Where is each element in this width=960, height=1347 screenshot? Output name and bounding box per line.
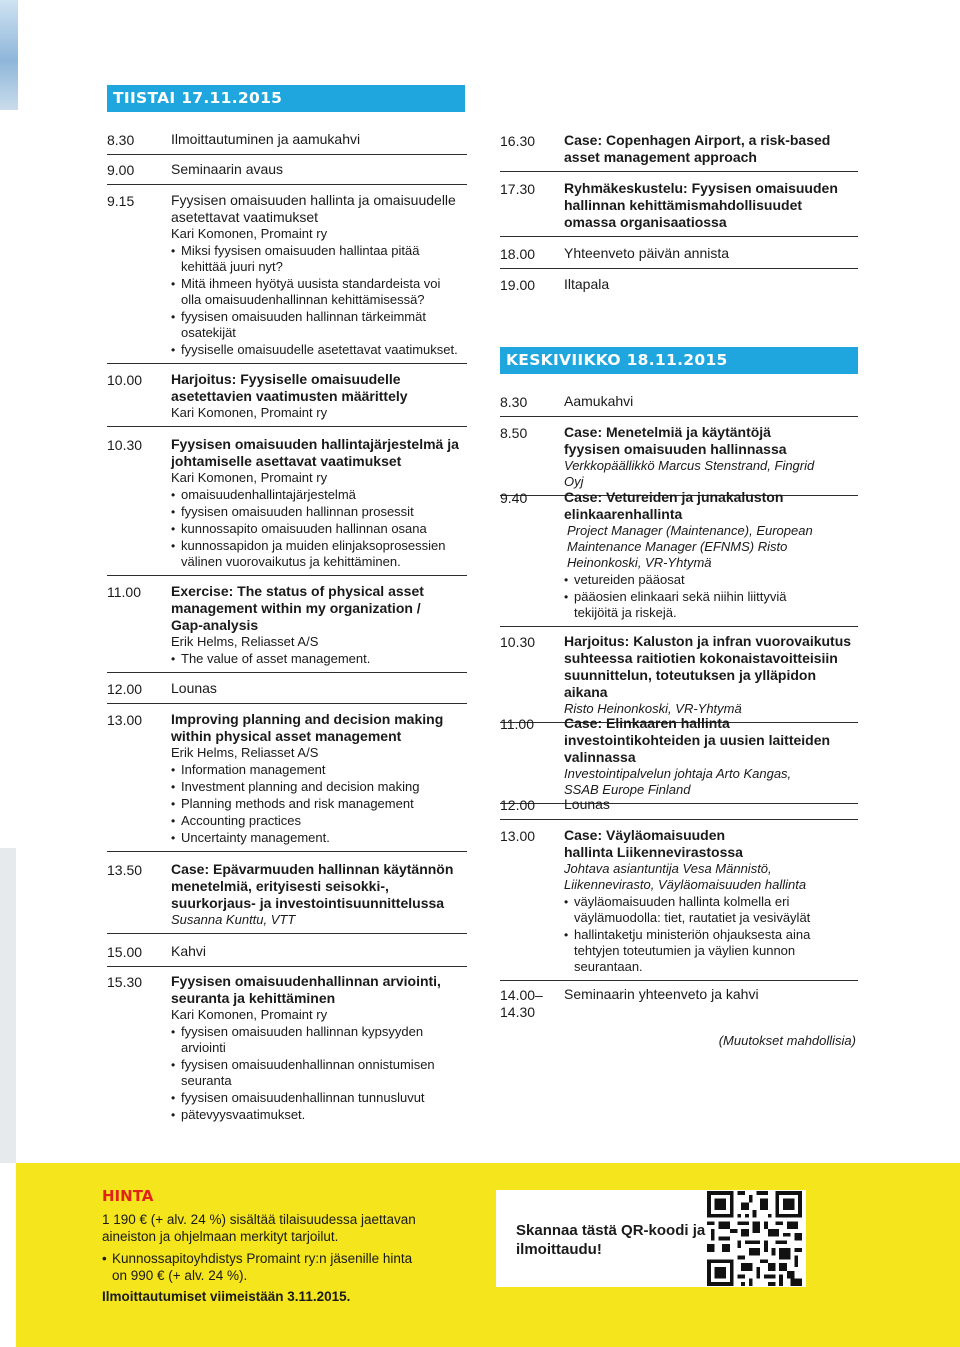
schedule-entry bbox=[107, 161, 467, 185]
bullet-item: • väyläomaisuuden hallinta kolmella eri väylämuodolla: tiet, rautatiet ja vesiväylät bbox=[564, 894, 840, 926]
entry-time: 13.50 bbox=[107, 862, 143, 878]
schedule-entry bbox=[107, 680, 467, 704]
decorative-side-strip bbox=[0, 848, 16, 1163]
bullet-item: • pätevyysvaatimukset. bbox=[171, 1107, 467, 1123]
entry-speaker: Kari Komonen, Promaint ry bbox=[171, 226, 328, 241]
registration-deadline: Ilmoittautumiset viimeistään 3.11.2015. bbox=[102, 1289, 351, 1304]
day-header-wednesday: KESKIVIIKKO 18.11.2015 bbox=[500, 347, 858, 374]
entry-title: Improving planning and decision making within physical asset management bbox=[171, 711, 444, 744]
schedule-entry bbox=[107, 371, 467, 427]
qr-text: Skannaa tästä QR-koodi ja ilmoittaudu! bbox=[516, 1222, 706, 1258]
bullet-item: • fyysisen omaisuudenhallinnan onnistumisen seuranta bbox=[171, 1057, 467, 1089]
schedule-entry bbox=[107, 943, 467, 967]
footer-price-panel bbox=[16, 1163, 960, 1347]
bullet-item: • Planning methods and risk management bbox=[171, 796, 447, 812]
entry-title: Kahvi bbox=[171, 943, 207, 959]
entry-title: Seminaarin avaus bbox=[171, 161, 284, 177]
entry-time: 15.00 bbox=[107, 944, 143, 960]
entry-time: 9.15 bbox=[107, 193, 135, 209]
entry-time: 8.50 bbox=[500, 425, 528, 441]
schedule-entry bbox=[500, 424, 858, 496]
entry-title: Ilmoittautuminen ja aamukahvi bbox=[171, 131, 361, 147]
entry-speaker: Investointipalvelun johtaja Arto Kangas, SSAB Europe Finland bbox=[564, 766, 792, 797]
qr-registration-box[interactable] bbox=[496, 1190, 806, 1287]
entry-title: Case: Menetelmiä ja käytäntöjä fyysisen omaisuuden hallinnassa bbox=[564, 424, 787, 457]
entry-bullets bbox=[564, 572, 850, 621]
price-line: 1 190 € (+ alv. 24 %) sisältää tilaisuudessa jaettavan aineiston ja ohjelmaan merkityt tarjoilut. bbox=[102, 1212, 416, 1244]
entry-title: Lounas bbox=[564, 796, 610, 812]
bullet-item: • hallintaketju ministeriön ohjauksesta aina tehtyjen toteutumien ja väylien kunnon seurantaan. bbox=[564, 927, 840, 975]
schedule-entry bbox=[500, 633, 858, 723]
entry-title: Case: Väyläomaisuuden hallinta Liikennevirastossa bbox=[564, 827, 743, 860]
entry-time: 9.00 bbox=[107, 162, 135, 178]
bullet-item: • Mitä ihmeen hyötyä uusista standardeista voi olla omaisuudenhallinnan kehittämisessä? bbox=[171, 276, 459, 308]
schedule-entry bbox=[107, 861, 467, 934]
entry-time: 11.00 bbox=[107, 584, 141, 600]
entry-time: 11.00 bbox=[500, 716, 534, 732]
entry-title: Harjoitus: Fyysiselle omaisuudelle asetettavien vaatimusten määrittely bbox=[171, 371, 408, 404]
changes-note: (Muutokset mahdollisia) bbox=[718, 1033, 856, 1048]
entry-title: Fyysisen omaisuuden hallintajärjestelmä ja johtamiselle asettavat vaatimukset bbox=[171, 436, 459, 469]
entry-title: Case: Copenhagen Airport, a risk-based asset management approach bbox=[564, 132, 831, 165]
entry-title: Harjoitus: Kaluston ja infran vuorovaikutus suhteessa raitiotien kokonaistavoitteisiin suunnittelun, toteutuksen ja ylläpidon aikana bbox=[564, 633, 852, 700]
entry-time: 8.30 bbox=[107, 132, 135, 148]
bullet-item: • Uncertainty management. bbox=[171, 830, 447, 846]
schedule-entry bbox=[107, 711, 467, 852]
entry-title: Case: Vetureiden ja junakaluston elinkaarenhallinta bbox=[564, 489, 784, 522]
entry-time: 12.00 bbox=[500, 797, 536, 813]
schedule-entry bbox=[107, 436, 467, 576]
entry-speaker: Erik Helms, Reliasset A/S bbox=[171, 634, 319, 649]
schedule-entry bbox=[107, 973, 467, 1128]
entry-title: Exercise: The status of physical asset management within my organization / Gap-analysis bbox=[171, 583, 424, 633]
member-price: • Kunnossapitoyhdistys Promaint ry:n jäsenille hinta on 990 € (+ alv. 24 %). bbox=[102, 1250, 422, 1284]
entry-time: 19.00 bbox=[500, 277, 536, 293]
entry-bullets bbox=[171, 651, 427, 667]
entry-speaker: Kari Komonen, Promaint ry bbox=[171, 405, 328, 420]
entry-bullets bbox=[171, 1024, 467, 1123]
entry-time: 15.30 bbox=[107, 974, 143, 990]
entry-time: 8.30 bbox=[500, 394, 528, 410]
entry-bullets bbox=[171, 243, 459, 358]
bullet-item: • omaisuudenhallintajärjestelmä bbox=[171, 487, 467, 503]
entry-title: Yhteenveto päivän annista bbox=[564, 245, 730, 261]
bullet-item: • fyysiselle omaisuudelle asetettavat vaatimukset. bbox=[171, 342, 459, 358]
schedule-entry bbox=[500, 393, 858, 417]
schedule-entry bbox=[500, 827, 858, 981]
schedule-entry bbox=[500, 715, 858, 804]
entry-time: 14.00– 14.30 bbox=[500, 987, 543, 1020]
entry-time: 10.00 bbox=[107, 372, 143, 388]
bullet-item: • Accounting practices bbox=[171, 813, 447, 829]
entry-title: Case: Epävarmuuden hallinnan käytännön menetelmiä, erityisesti seisokki-, suurkorjaus- ja investointisuunnittelussa bbox=[171, 861, 454, 911]
schedule-entry bbox=[107, 192, 467, 364]
bullet-item: • fyysisen omaisuuden hallinnan kypsyyden arviointi bbox=[171, 1024, 467, 1056]
entry-title: Lounas bbox=[171, 680, 217, 696]
entry-time: 10.30 bbox=[500, 634, 536, 650]
qr-code-icon[interactable] bbox=[707, 1191, 802, 1286]
entry-time: 13.00 bbox=[500, 828, 536, 844]
bullet-item: • fyysisen omaisuudenhallinnan tunnusluvut bbox=[171, 1090, 467, 1106]
entry-title: Seminaarin yhteenveto ja kahvi bbox=[564, 986, 759, 1002]
entry-title: Iltapala bbox=[564, 276, 610, 292]
entry-title: Aamukahvi bbox=[564, 393, 634, 409]
schedule-entry bbox=[500, 245, 858, 269]
schedule-entry bbox=[500, 276, 858, 299]
entry-title: Case: Elinkaaren hallinta investointikohteiden ja uusien laitteiden valinnassa bbox=[564, 715, 831, 765]
bullet-item: • Investment planning and decision making bbox=[171, 779, 447, 795]
bullet-item: • Information management bbox=[171, 762, 447, 778]
decorative-photo-edge bbox=[0, 0, 18, 110]
entry-speaker: Project Manager (Maintenance), European Maintenance Manager (EFNMS) Risto Heinonkoski, VR-Yhtymä bbox=[567, 523, 813, 570]
price-title: HINTA bbox=[102, 1187, 154, 1205]
entry-title: Fyysisen omaisuuden hallinta ja omaisuudelle asetettavat vaatimukset bbox=[171, 192, 456, 225]
schedule-entry bbox=[107, 583, 467, 673]
entry-time: 17.30 bbox=[500, 181, 536, 197]
entry-title: Fyysisen omaisuudenhallinnan arviointi, seuranta ja kehittäminen bbox=[171, 973, 441, 1006]
entry-speaker: Erik Helms, Reliasset A/S bbox=[171, 745, 319, 760]
schedule-entry bbox=[107, 131, 467, 155]
schedule-entry bbox=[500, 489, 858, 627]
entry-speaker: Susanna Kunttu, VTT bbox=[171, 912, 296, 927]
entry-bullets bbox=[564, 894, 840, 975]
entry-speaker: Kari Komonen, Promaint ry bbox=[171, 1007, 328, 1022]
day-header-tuesday: TIISTAI 17.11.2015 bbox=[107, 85, 465, 112]
entry-time: 12.00 bbox=[107, 681, 143, 697]
bullet-item: • vetureiden pääosat bbox=[564, 572, 832, 588]
entry-speaker: Verkkopäällikkö Marcus Stenstrand, Fingrid Oyj bbox=[564, 458, 815, 489]
entry-time: 16.30 bbox=[500, 133, 536, 149]
bullet-item: • Miksi fyysisen omaisuuden hallintaa pitää kehittää juuri nyt? bbox=[171, 243, 459, 275]
schedule-entry bbox=[500, 180, 858, 237]
schedule-entry bbox=[500, 796, 858, 820]
entry-bullets bbox=[171, 762, 447, 846]
bullet-item: • kunnossapito omaisuuden hallinnan osana bbox=[171, 521, 467, 537]
schedule-entry bbox=[500, 132, 858, 172]
entry-speaker: Risto Heinonkoski, VR-Yhtymä bbox=[564, 701, 742, 716]
bullet-item: • pääosien elinkaari sekä niihin liittyviä tekijöitä ja riskejä. bbox=[564, 589, 832, 621]
bullet-item: • kunnossapidon ja muiden elinjaksoprosessien välinen vuorovaikutus ja kehittäminen. bbox=[171, 538, 467, 570]
entry-time: 18.00 bbox=[500, 246, 536, 262]
bullet-item: • fyysisen omaisuuden hallinnan tärkeimmät osatekijät bbox=[171, 309, 459, 341]
entry-bullets bbox=[171, 487, 467, 570]
entry-time: 9.40 bbox=[500, 490, 528, 506]
entry-speaker: Kari Komonen, Promaint ry bbox=[171, 470, 328, 485]
entry-time: 13.00 bbox=[107, 712, 143, 728]
schedule-entry bbox=[500, 986, 858, 1026]
bullet-item: • fyysisen omaisuuden hallinnan prosessit bbox=[171, 504, 467, 520]
entry-title: Ryhmäkeskustelu: Fyysisen omaisuuden hallinnan kehittämismahdollisuudet omassa organisaatiossa bbox=[564, 180, 838, 230]
bullet-item: • The value of asset management. bbox=[171, 651, 427, 667]
entry-speaker: Johtava asiantuntija Vesa Männistö, Liikennevirasto, Väyläomaisuuden hallinta bbox=[564, 861, 807, 892]
entry-time: 10.30 bbox=[107, 437, 143, 453]
